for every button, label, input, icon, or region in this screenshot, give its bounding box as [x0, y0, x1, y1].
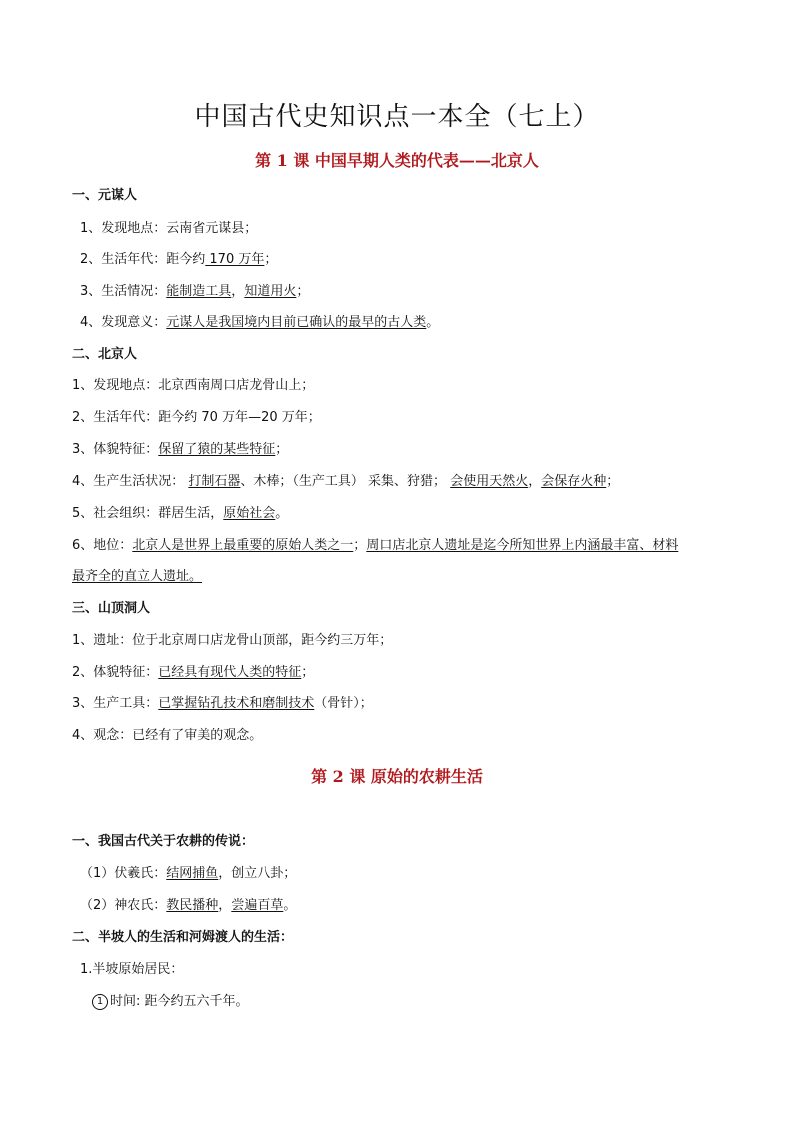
lesson-1-title: 第 1 课 中国早期人类的代表——北京人 — [255, 151, 539, 170]
document-title: 中国古代史知识点一本全（七上） — [194, 102, 600, 132]
circled-number: 1 — [92, 994, 108, 1010]
yuanmou-line-3: 3、生活情况：能制造工具，知道用火； — [80, 284, 310, 299]
peking-line-6-continued: 最齐全的直立人遗址。 — [72, 569, 203, 584]
yuanmou-line-1: 1、发现地点：云南省元谋县； — [80, 221, 258, 236]
peking-line-5: 5、社会组织：群居生活，原始社会。 — [72, 506, 289, 521]
section-heading-banpo-hemudu: 二、半坡人的生活和河姆渡人的生活： — [72, 930, 294, 945]
yuanmou-line-2: 2、生活年代：距今约 170 万年； — [80, 252, 278, 267]
upper-cave-line-3: 3、生产工具：已掌握钻孔技术和磨制技术（骨针）； — [72, 696, 373, 711]
section-heading-legends: 一、我国古代关于农耕的传说： — [72, 834, 255, 849]
peking-line-6: 6、地位：北京人是世界上最重要的原始人类之一；周口店北京人遗址是迄今所知世界上内涵最丰富、材料 — [72, 538, 679, 553]
banpo-line-2: 1 时间: 距今约五六千年。 — [92, 993, 249, 1011]
section-heading-peking: 二、北京人 — [72, 347, 138, 362]
lesson-2-title: 第 2 课 原始的农耕生活 — [311, 767, 483, 786]
upper-cave-line-2: 2、体貌特征：已经具有现代人类的特征； — [72, 665, 315, 680]
peking-line-3: 3、体貌特征：保留了猿的某些特征； — [72, 442, 289, 457]
section-heading-yuanmou: 一、元谋人 — [72, 188, 138, 203]
legend-line-1: （1）伏羲氏：结网捕鱼，创立八卦； — [80, 866, 297, 881]
peking-line-4: 4、生产生活状况： 打制石器、木棒；（生产工具） 采集、狩猎； 会使用天然火，会保存火种； — [72, 474, 620, 489]
banpo-line-1: 1.半坡原始居民： — [80, 962, 184, 977]
legend-line-2: （2）神农氏：教民播种，尝遍百草。 — [80, 898, 297, 913]
peking-line-2: 2、生活年代：距今约 70 万年—20 万年； — [72, 410, 321, 425]
section-heading-upper-cave: 三、山顶洞人 — [72, 601, 151, 616]
peking-line-1: 1、发现地点：北京西南周口店龙骨山上； — [72, 378, 315, 393]
yuanmou-line-4: 4、发现意义：元谋人是我国境内目前已确认的最早的古人类。 — [80, 315, 440, 330]
upper-cave-line-4: 4、观念：已经有了审美的观念。 — [72, 728, 263, 743]
upper-cave-line-1: 1、遗址：位于北京周口店龙骨山顶部，距今约三万年； — [72, 633, 393, 648]
